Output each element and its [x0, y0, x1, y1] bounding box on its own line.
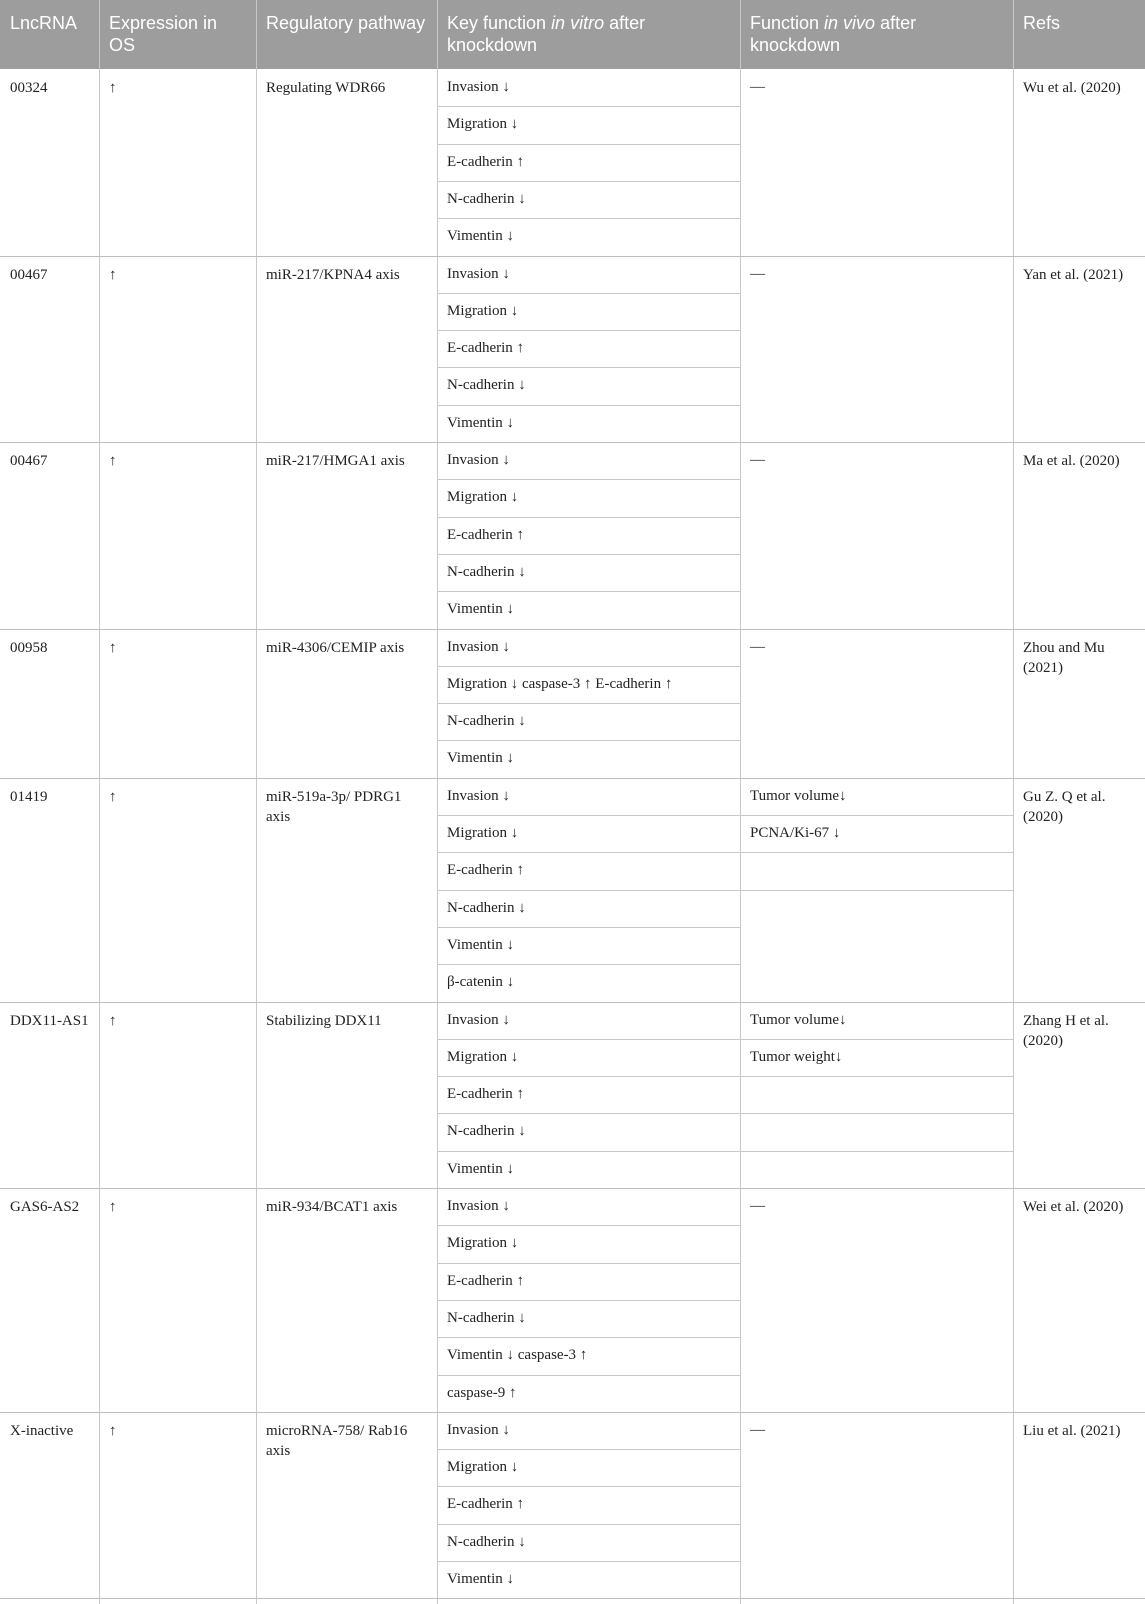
- pathway-cell: miR-217/HMGA1 axis: [266, 453, 405, 469]
- invitro-item: Migration ↓: [447, 1048, 519, 1065]
- invitro-item: E-cadherin ↑: [447, 340, 525, 357]
- invitro-item: N-cadherin ↓: [447, 1309, 526, 1326]
- refs-cell: Liu et al. (2021): [1023, 1422, 1121, 1439]
- expression-cell: ↑: [109, 1012, 117, 1029]
- expression-cell: ↑: [109, 788, 117, 805]
- invivo-item: —: [750, 1198, 765, 1214]
- row-divider: [437, 218, 740, 219]
- header-expression: [99, 0, 256, 69]
- header-lncrna: [0, 0, 99, 69]
- row-divider: [437, 703, 740, 704]
- invivo-item: [740, 1113, 1013, 1150]
- row-divider: [437, 1337, 740, 1338]
- row-divider: [437, 330, 740, 331]
- row-divider: [437, 927, 740, 928]
- invitro-item: Vimentin ↓: [447, 1160, 515, 1177]
- lncrna-cell: X-inactive: [10, 1422, 74, 1439]
- refs-cell: Gu Z. Q et al. (2020): [1023, 788, 1106, 825]
- row-divider: [437, 479, 740, 480]
- header-pathway: [256, 0, 437, 69]
- row-divider: [437, 144, 740, 145]
- row-divider: [437, 1524, 740, 1525]
- row-divider: [437, 1561, 740, 1562]
- row-divider: [740, 1151, 1013, 1152]
- invitro-item: Vimentin ↓: [447, 1571, 515, 1587]
- row-divider: [740, 1076, 1013, 1077]
- header-invivo-text: after knockdown: [750, 13, 917, 55]
- pathway-cell: miR-4306/CEMIP axis: [266, 639, 405, 656]
- row-divider: [740, 1113, 1013, 1114]
- invitro-item: E-cadherin ↑: [447, 153, 525, 170]
- header-lncrna-text: LncRNA: [10, 13, 78, 33]
- lncrna-cell: 00958: [10, 639, 48, 656]
- pathway-cell: Stabilizing DDX11: [266, 1012, 382, 1029]
- header-invivo-text: Function: [750, 13, 825, 33]
- group-divider: [0, 1598, 1145, 1599]
- invitro-item: N-cadherin ↓: [447, 1123, 526, 1140]
- expression-cell: ↑: [109, 1199, 117, 1215]
- invitro-item: Vimentin ↓: [447, 936, 515, 953]
- header-expression-text: Expression in OS: [109, 13, 218, 55]
- invitro-item: N-cadherin ↓: [447, 713, 526, 730]
- invitro-item: Vimentin ↓: [447, 414, 515, 431]
- expression-cell: ↑: [109, 266, 117, 283]
- row-divider: [437, 740, 740, 741]
- invivo-item: Tumor volume↓: [750, 787, 847, 804]
- pathway-cell: Regulating WDR66: [266, 80, 386, 96]
- invitro-item: E-cadherin ↑: [447, 862, 525, 879]
- invitro-item: N-cadherin ↓: [447, 1533, 526, 1550]
- row-divider: [437, 1263, 740, 1264]
- invivo-item: [740, 852, 1013, 889]
- lncrna-cell: GAS6-AS2: [10, 1199, 80, 1215]
- invitro-item: Migration ↓: [447, 489, 519, 506]
- invitro-item: β-catenin ↓: [447, 974, 515, 991]
- pathway-cell: miR-217/KPNA4 axis: [266, 266, 400, 283]
- row-divider: [437, 1113, 740, 1114]
- invitro-item: Invasion ↓: [447, 1198, 510, 1214]
- invitro-item: N-cadherin ↓: [447, 190, 526, 207]
- invivo-item: —: [750, 452, 765, 468]
- refs-cell: Zhou and Mu (2021): [1023, 639, 1105, 676]
- invitro-item: Migration ↓: [447, 116, 519, 133]
- invitro-item: N-cadherin ↓: [447, 563, 526, 580]
- row-divider: [437, 890, 740, 891]
- header-invitro-text: in vitro: [551, 13, 605, 33]
- invitro-item: N-cadherin ↓: [447, 899, 526, 916]
- invitro-item: Vimentin ↓: [447, 228, 515, 245]
- row-divider: [437, 1225, 740, 1226]
- pathway-cell: microRNA-758/ Rab16 axis: [266, 1422, 408, 1459]
- invitro-item: E-cadherin ↑: [447, 1272, 525, 1289]
- row-divider: [437, 1486, 740, 1487]
- lncrna-cell: 00467: [10, 453, 48, 469]
- invitro-item: Invasion ↓: [447, 79, 510, 95]
- lncrna-cell: 00467: [10, 266, 48, 283]
- invivo-item: —: [750, 638, 765, 655]
- invitro-item: Vimentin ↓ caspase-3 ↑: [447, 1347, 588, 1364]
- row-divider: [740, 815, 1013, 816]
- row-divider: [740, 852, 1013, 853]
- row-divider: [740, 1039, 1013, 1040]
- invitro-item: Invasion ↓: [447, 638, 510, 655]
- lncrna-cell: 00324: [10, 80, 48, 96]
- invitro-item: Migration ↓ caspase-3 ↑ E-cadherin ↑: [447, 675, 673, 692]
- lncrna-cell: 01419: [10, 788, 48, 805]
- row-divider: [437, 852, 740, 853]
- row-divider: [437, 1375, 740, 1376]
- header-pathway-text: Regulatory pathway: [266, 13, 426, 33]
- row-divider: [437, 815, 740, 816]
- invitro-item: Migration ↓: [447, 825, 519, 841]
- row-divider: [437, 666, 740, 667]
- invitro-item: caspase-9 ↑: [447, 1384, 517, 1401]
- invitro-item: Migration ↓: [447, 1235, 519, 1252]
- pathway-cell: miR-934/BCAT1 axis: [266, 1199, 398, 1215]
- header-invivo: [740, 0, 1013, 69]
- invivo-item: Tumor weight↓: [750, 1048, 843, 1065]
- lncrna-cell: DDX11-AS1: [10, 1012, 89, 1029]
- row-divider: [437, 1151, 740, 1152]
- row-divider: [437, 106, 740, 107]
- invivo-item: [740, 890, 1013, 927]
- row-divider: [437, 1449, 740, 1450]
- refs-cell: Zhang H et al. (2020): [1023, 1012, 1109, 1049]
- invitro-item: Migration ↓: [447, 1459, 519, 1476]
- row-divider: [437, 1039, 740, 1040]
- pathway-cell: miR-519a-3p/ PDRG1 axis: [266, 788, 402, 825]
- refs-cell: Yan et al. (2021): [1023, 266, 1124, 283]
- refs-cell: Ma et al. (2020): [1023, 453, 1120, 469]
- refs-cell: Wei et al. (2020): [1023, 1199, 1124, 1215]
- invivo-item: PCNA/Ki-67 ↓: [750, 825, 841, 841]
- row-divider: [437, 181, 740, 182]
- invivo-item: —: [750, 265, 765, 282]
- row-divider: [437, 367, 740, 368]
- invitro-item: Invasion ↓: [447, 265, 510, 282]
- expression-cell: ↑: [109, 453, 117, 469]
- row-divider: [437, 293, 740, 294]
- expression-cell: ↑: [109, 639, 117, 656]
- row-divider: [437, 1300, 740, 1301]
- invitro-item: Invasion ↓: [447, 1011, 510, 1028]
- invitro-item: Invasion ↓: [447, 787, 510, 804]
- invitro-item: E-cadherin ↑: [447, 1086, 525, 1103]
- invivo-item: —: [750, 79, 765, 95]
- invivo-item: Tumor volume↓: [750, 1011, 847, 1028]
- refs-cell: Wu et al. (2020): [1023, 80, 1121, 96]
- row-divider: [740, 890, 1013, 891]
- header-invitro-text: after knockdown: [447, 13, 646, 55]
- invitro-item: Invasion ↓: [447, 1421, 510, 1438]
- expression-cell: ↑: [109, 80, 117, 96]
- expression-cell: ↑: [109, 1422, 117, 1439]
- header-invitro: [437, 0, 740, 69]
- invivo-item: —: [750, 1421, 765, 1438]
- invitro-item: Migration ↓: [447, 302, 519, 319]
- invitro-item: N-cadherin ↓: [447, 377, 526, 394]
- header-refs: [1013, 0, 1145, 69]
- row-divider: [437, 1076, 740, 1077]
- row-divider: [437, 591, 740, 592]
- invitro-item: Invasion ↓: [447, 452, 510, 468]
- invitro-item: Vimentin ↓: [447, 601, 515, 618]
- row-divider: [437, 554, 740, 555]
- row-divider: [437, 405, 740, 406]
- invitro-item: E-cadherin ↑: [447, 1496, 525, 1513]
- row-divider: [437, 517, 740, 518]
- row-divider: [437, 964, 740, 965]
- header-refs-text: Refs: [1023, 13, 1061, 33]
- invitro-item: Vimentin ↓: [447, 750, 515, 767]
- header-invitro-text: Key function: [447, 13, 552, 33]
- invivo-item: [740, 1076, 1013, 1113]
- invitro-item: E-cadherin ↑: [447, 526, 525, 543]
- header-invivo-text: in vivo: [824, 13, 876, 33]
- invivo-item: [740, 1151, 1013, 1188]
